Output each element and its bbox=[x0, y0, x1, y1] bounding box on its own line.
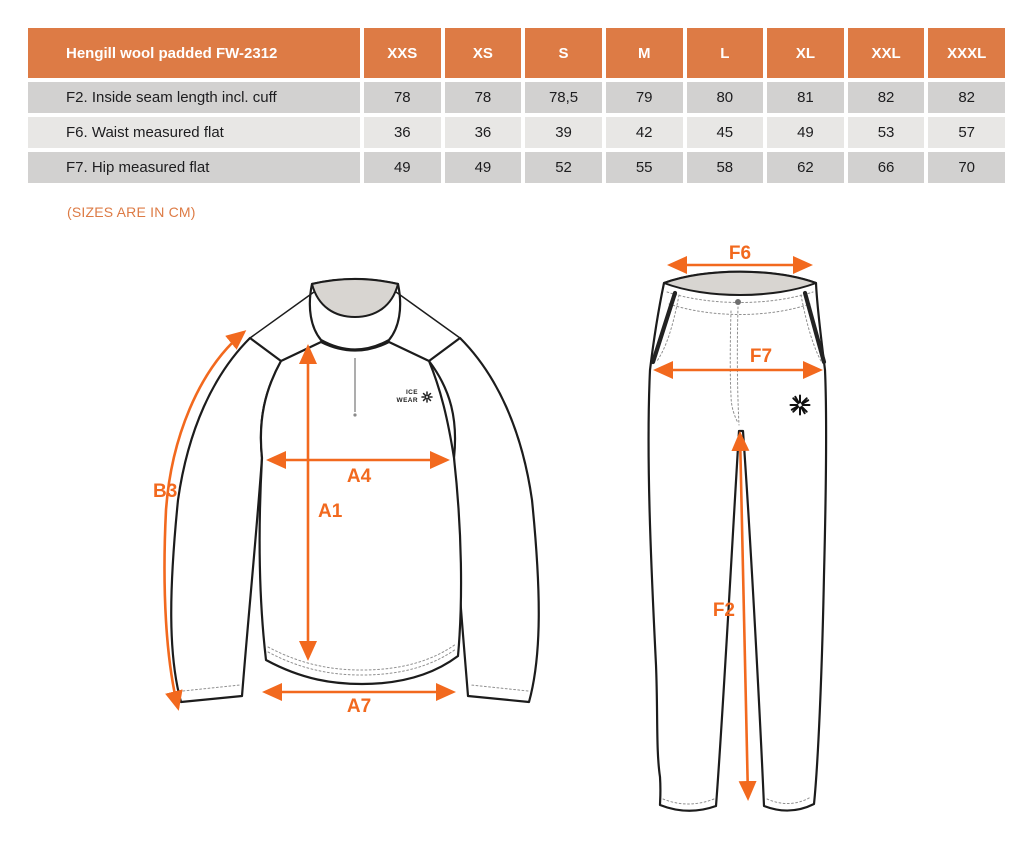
size-value-cell: 82 bbox=[928, 82, 1005, 113]
size-value-cell: 42 bbox=[606, 117, 683, 148]
size-value-cell: 62 bbox=[767, 152, 844, 183]
left-shoulder-seam bbox=[250, 292, 314, 338]
size-value-cell: 49 bbox=[445, 152, 522, 183]
size-column-header-xs: XS bbox=[445, 28, 522, 78]
size-value-cell: 82 bbox=[848, 82, 925, 113]
size-table bbox=[28, 28, 1005, 183]
a1-label: A1 bbox=[318, 501, 343, 522]
sizes-in-cm-note: (SIZES ARE IN CM) bbox=[67, 204, 196, 220]
pants-diagram bbox=[618, 245, 850, 835]
size-value-cell: 45 bbox=[687, 117, 764, 148]
size-value-cell: 53 bbox=[848, 117, 925, 148]
size-value-cell: 66 bbox=[848, 152, 925, 183]
f2-label: F2 bbox=[712, 600, 735, 621]
a4-label: A4 bbox=[346, 466, 372, 487]
size-column-header-s: S bbox=[525, 28, 602, 78]
size-value-cell: 70 bbox=[928, 152, 1005, 183]
measure-row-label: F7. Hip measured flat bbox=[28, 152, 360, 183]
size-value-cell: 78,5 bbox=[525, 82, 602, 113]
size-column-header-l: L bbox=[687, 28, 764, 78]
size-value-cell: 57 bbox=[928, 117, 1005, 148]
size-value-cell: 36 bbox=[364, 117, 441, 148]
size-value-cell: 79 bbox=[606, 82, 683, 113]
sweater-diagram bbox=[138, 260, 568, 735]
brand-logo-line2: WEAR bbox=[396, 397, 418, 404]
size-value-cell: 49 bbox=[364, 152, 441, 183]
size-value-cell: 80 bbox=[687, 82, 764, 113]
size-value-cell: 81 bbox=[767, 82, 844, 113]
f7-label: F7 bbox=[749, 346, 773, 367]
size-column-header-xxxl: XXXL bbox=[928, 28, 1005, 78]
size-value-cell: 36 bbox=[445, 117, 522, 148]
a7-label: A7 bbox=[346, 696, 372, 717]
brand-logo-line1: ICE bbox=[405, 389, 418, 396]
measure-row-label: F2. Inside seam length incl. cuff bbox=[28, 82, 360, 113]
size-value-cell: 49 bbox=[767, 117, 844, 148]
b3-label: B3 bbox=[153, 481, 178, 502]
product-name-header: Hengill wool padded FW-2312 bbox=[28, 28, 360, 78]
right-shoulder-seam bbox=[396, 292, 460, 338]
size-value-cell: 58 bbox=[687, 152, 764, 183]
zipper-pull bbox=[353, 413, 356, 416]
measure-row-label: F6. Waist measured flat bbox=[28, 117, 360, 148]
size-value-cell: 55 bbox=[606, 152, 683, 183]
size-column-header-xl: XL bbox=[767, 28, 844, 78]
waist-button bbox=[735, 299, 741, 305]
size-column-header-xxs: XXS bbox=[364, 28, 441, 78]
f6-label: F6 bbox=[728, 243, 752, 264]
size-value-cell: 52 bbox=[525, 152, 602, 183]
size-column-header-xxl: XXL bbox=[848, 28, 925, 78]
size-value-cell: 78 bbox=[364, 82, 441, 113]
size-value-cell: 78 bbox=[445, 82, 522, 113]
size-column-header-m: M bbox=[606, 28, 683, 78]
size-value-cell: 39 bbox=[525, 117, 602, 148]
